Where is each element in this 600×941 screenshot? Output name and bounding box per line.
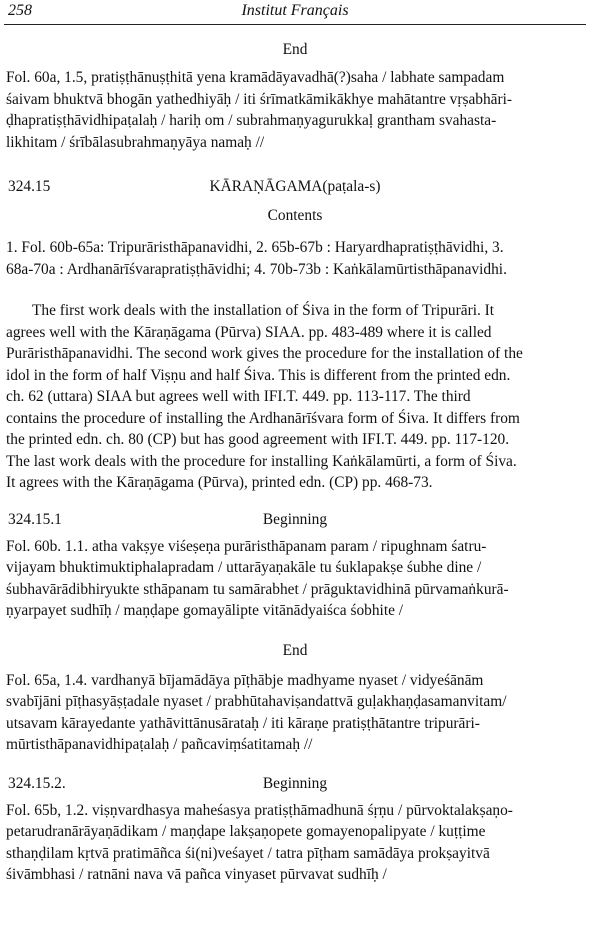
text-line: Fol. 60b. 1.1. atha vakṣye viśeṣeṇa purāristhāpanam param / ripughnam śatru-: [6, 537, 487, 555]
subsection-number: 324.15.2.: [8, 774, 66, 792]
page-number: 258: [8, 2, 32, 19]
text-line: Fol. 65a, 1.4. vardhanyā bījamādāya pīṭhābje madhyame nyaset / vidyeśānām: [6, 671, 484, 689]
text-line: ṇyarpayet sudhīḥ / maṇḍape gomayālipte vitānādyaiśca śobhite /: [6, 602, 404, 619]
text-line: śaivam bhuktvā bhogān yathedhiyāḥ / iti śrīmatkāmikākhye mahātantre vṛṣabhāri-: [6, 90, 513, 108]
beginning-text-2: [4, 800, 586, 886]
text-line: idol in the form of half Viṣṇu and half Śiva. This is different from the printed edn.: [6, 366, 511, 384]
contents-text: [4, 237, 586, 280]
description-paragraph: [4, 300, 586, 494]
text-line: petarudranārāyaṇādikam / maṇḍape lakṣaṇopete gomayenopalipyate / kuṭṭime: [6, 823, 486, 840]
text-line: It agrees with the Kāraṇāgama (Pūrva), printed edn. (CP) pp. 468-73.: [6, 474, 433, 491]
text-line: Fol. 60a, 1.5, pratiṣṭhānuṣṭhitā yena kramādāyavadhā(?)saha / labhate sampadam: [6, 69, 505, 86]
text-line: utsavam kārayedante yathāvittānusārataḥ / iti kāraṇe pratiṣṭhātantre tripurāri-: [6, 714, 480, 732]
text-line: 68a-70a : Ardhanārīśvarapratiṣṭhāvidhi; 4. 70b-73b : Kaṅkālamūrtisthāpanavidhi.: [6, 260, 507, 278]
text-line: ch. 62 (uttara) SIAA but agrees well with IFI.T. 449. pp. 113-117. The third: [6, 388, 471, 405]
text-line: śubhavārādibhiryukte sthāpanam tu samārabhet / prāguktavidhinā pūrvamaṅkurā-: [6, 580, 509, 598]
text-line: The first work deals with the installation of Śiva in the form of Tripurāri. It: [32, 302, 495, 319]
subsection-heading-2: [4, 772, 586, 796]
text-line: mūrtisthāpanavidhipaṭalaḥ / pañcaviṃśatitamaḥ //: [6, 736, 313, 753]
end-heading-1: End: [282, 41, 308, 58]
end-text-1: [4, 67, 586, 153]
text-line: ḍhapratiṣṭhāvidhipaṭalaḥ / hariḥ om / subrahmaṇyagurukkaḷ grantham svahasta-: [6, 112, 497, 129]
text-line: Fol. 65b, 1.2. viṣṇvardhasya maheśasya pratiṣṭhāmadhunā śṛṇu / pūrvoktalakṣaṇo-: [6, 801, 513, 819]
contents-heading: Contents: [267, 207, 323, 224]
text-line: sthaṇḍilam kṛtvā pratimāñca śi(ni)veśayet / tatra pīṭham samādāya prokṣayitvā: [6, 844, 490, 862]
end-text-2: [4, 670, 586, 756]
text-line: contains the procedure of installing the Ardhanārīśvara form of Śiva. It differs from: [6, 409, 520, 427]
text-line: the printed edn. ch. 80 (CP) but has good agreement with IFI.T. 449. pp. 117-120.: [6, 431, 510, 448]
text-line: agrees well with the Kāraṇāgama (Pūrva) SIAA. pp. 483-489 where it is called: [6, 323, 492, 341]
running-header: [4, 0, 586, 22]
text-line: 1. Fol. 60b-65a: Tripurāristhāpanavidhi, 2. 65b-67b : Haryardhapratiṣṭhāvidhi, 3.: [6, 239, 504, 256]
text-line: likhitam / śrībālasubrahmaṇyāya namaḥ //: [6, 133, 265, 151]
section-heading: [4, 175, 586, 199]
text-line: Purāristhāpanavidhi. The second work gives the procedure for the installation of the: [6, 345, 523, 362]
text-line: svabījāni pīṭhasyāṣṭadale nyaset / prabhūtahaviṣandattvā guḷakhaṇḍasamanvitam/: [6, 693, 507, 710]
subsection-number: 324.15.1: [8, 510, 62, 528]
subsection-label: Beginning: [262, 774, 328, 792]
section-title: KĀRAṆĀGAMA(paṭala-s): [209, 178, 381, 195]
text-line: vijayam bhuktimuktiphalapradam / uttarāyaṇakāle tu śuklapakṣe śubhe dine /: [6, 559, 482, 576]
subsection-label: Beginning: [262, 510, 328, 528]
subsection-heading-1: [4, 508, 586, 532]
end-heading-2: End: [282, 641, 308, 659]
running-title: Institut Français: [241, 2, 349, 19]
text-line: The last work deals with the procedure for installing Kaṅkālamūrti, a form of Śiva.: [6, 452, 517, 470]
section-number: 324.15: [8, 178, 51, 195]
text-line: śivāmbhasi / ratnāni nava vā pañca vinyaset pūrvavat sudhīḥ /: [6, 866, 387, 883]
beginning-text-1: [4, 536, 586, 622]
